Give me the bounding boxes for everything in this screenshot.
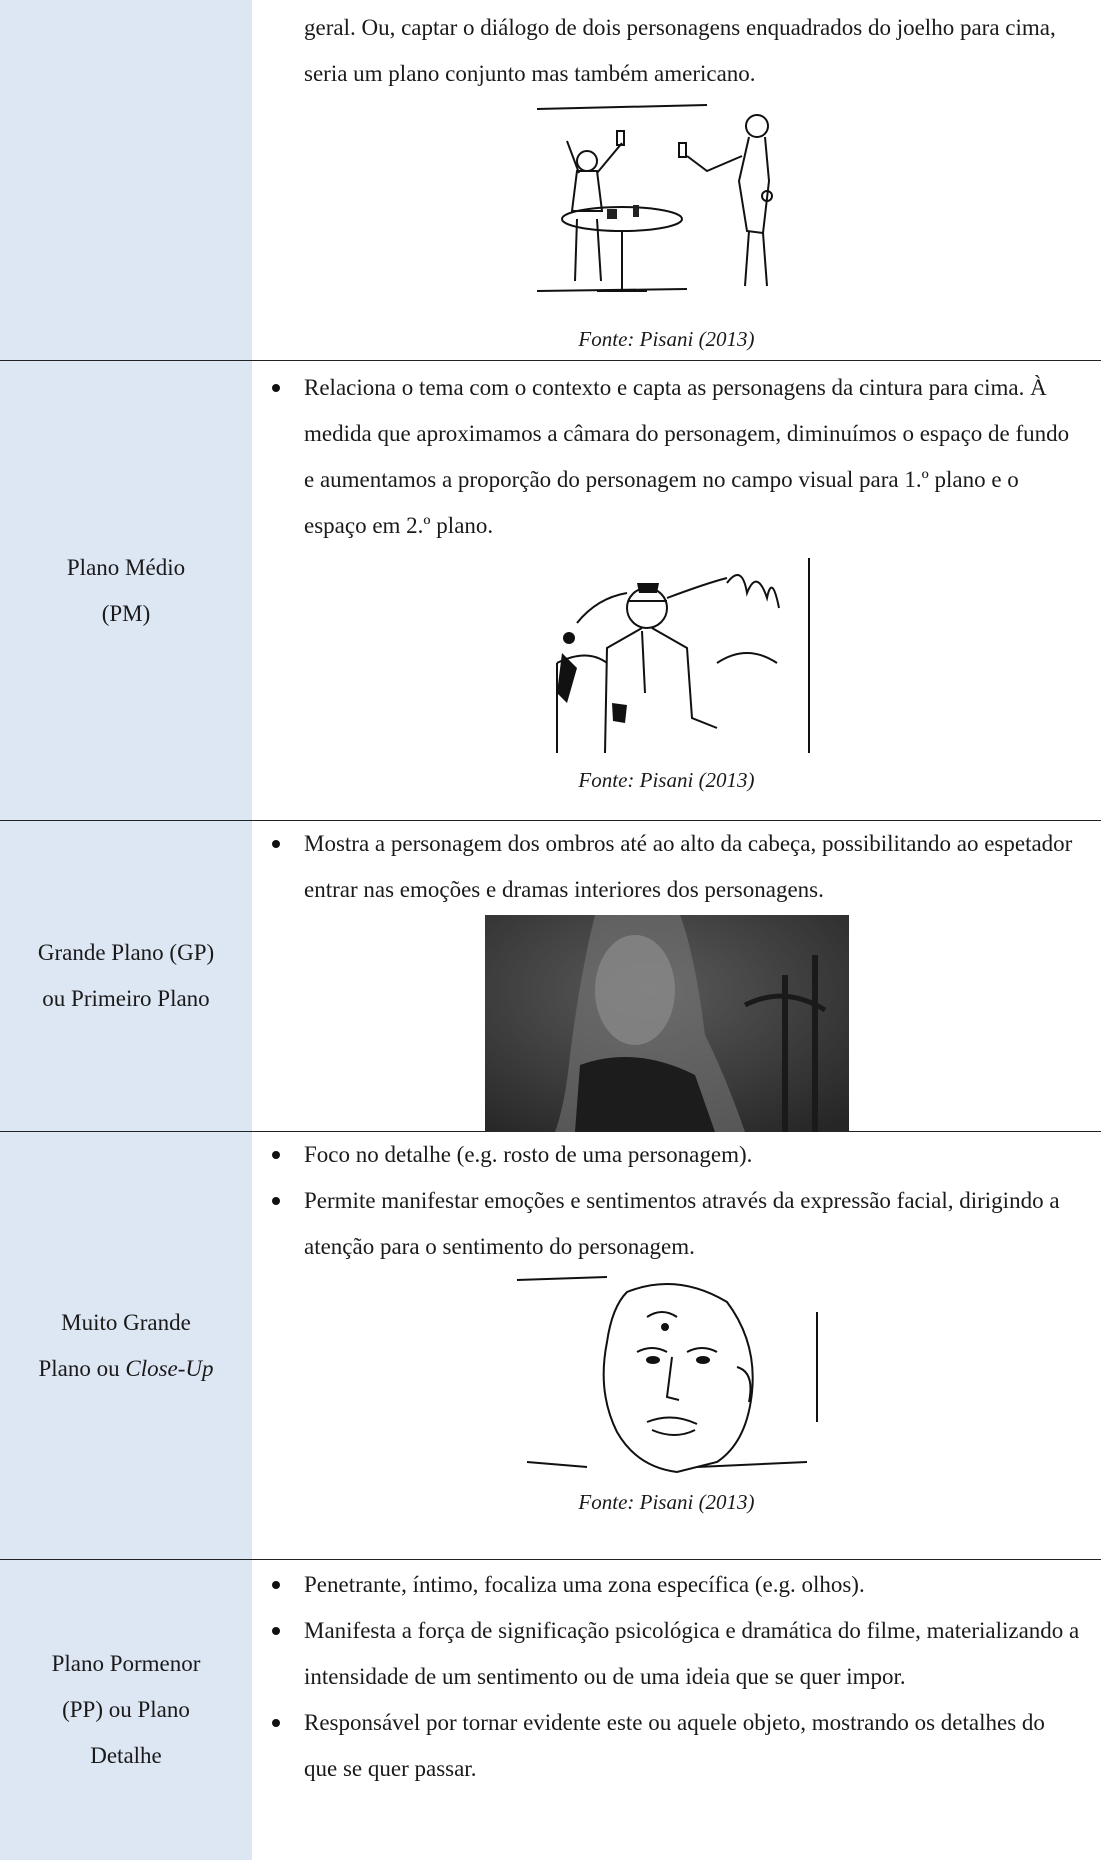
sketch-face-closeup-icon	[497, 1272, 837, 1482]
row-label-cell	[0, 821, 252, 1131]
bullet-list	[252, 1562, 1081, 1792]
row-label: ou Primeiro Plano	[42, 986, 210, 1011]
list-item: Manifesta a força de significação psicológica e dramática do filme, materializando a intensidade de um sentimento ou de uma ideia que se quer impor.	[252, 1608, 1081, 1700]
row-label: Detalhe	[90, 1743, 162, 1768]
row-label: Muito Grande	[61, 1309, 191, 1335]
list-item: Foco no detalhe (e.g. rosto de uma personagem).	[252, 1132, 1081, 1178]
table-row	[0, 1132, 1101, 1560]
row-label-cell	[0, 1560, 252, 1860]
sketch-man-medium-shot-icon	[517, 553, 817, 758]
row-label: (PM)	[101, 600, 151, 626]
row-content-cell	[252, 361, 1101, 820]
table-row	[0, 0, 1101, 361]
row-label: (PP) ou Plano	[62, 1697, 190, 1722]
row-label	[38, 1346, 213, 1392]
row-content-cell	[252, 1560, 1101, 1860]
list-item: Responsável por tornar evidente este ou aquele objeto, mostrando os detalhes do que se quer passar.	[252, 1700, 1081, 1792]
row-label-italic: Close-Up	[125, 1355, 214, 1381]
figure-caption: Fonte: Pisani (2013)	[578, 1490, 755, 1514]
list-item: Mostra a personagem dos ombros até ao alto da cabeça, possibilitando ao espetador entrar nas emoções e dramas interiores dos personagens.	[252, 821, 1081, 913]
row-label: Plano Pormenor	[51, 1651, 201, 1676]
list-item: Penetrante, íntimo, focaliza uma zona específica (e.g. olhos).	[252, 1562, 1081, 1608]
row-label: Grande Plano (GP)	[37, 940, 215, 965]
row-content-cell	[252, 1132, 1101, 1559]
table-row	[0, 361, 1101, 821]
continued-paragraph: geral. Ou, captar o diálogo de dois personagens enquadrados do joelho para cima, seria um plano conjunto mas também americano.	[304, 15, 1056, 86]
bullet-list	[252, 1132, 1081, 1270]
list-item: Relaciona o tema com o contexto e capta as personagens da cintura para cima. À medida que aproximamos a câmara do personagem, diminuímos o espaço de fundo e aumentamos a proporção do personagem no campo visual para 1.º plano e o espaço em 2.º plano.	[252, 365, 1081, 549]
figure-caption: Fonte: Pisani (2013)	[578, 327, 755, 351]
bullet-list	[252, 821, 1081, 913]
row-label-cell	[0, 361, 252, 820]
row-label: Plano Médio	[66, 554, 186, 580]
sketch-two-people-table-icon	[517, 101, 817, 311]
row-label-cell	[0, 0, 252, 360]
row-label-cell	[0, 1132, 252, 1559]
table-row	[0, 821, 1101, 1132]
photo-woman-closeup-icon	[485, 915, 849, 1132]
figure-caption: Fonte: Pisani (2013)	[578, 768, 755, 792]
list-item: Permite manifestar emoções e sentimentos através da expressão facial, dirigindo a atenção para o sentimento do personagem.	[252, 1178, 1081, 1270]
row-content-cell	[252, 821, 1101, 1131]
table-row	[0, 1560, 1101, 1860]
bullet-list	[252, 365, 1081, 549]
row-label-part: Plano ou	[38, 1355, 126, 1381]
row-content-cell	[252, 0, 1101, 360]
